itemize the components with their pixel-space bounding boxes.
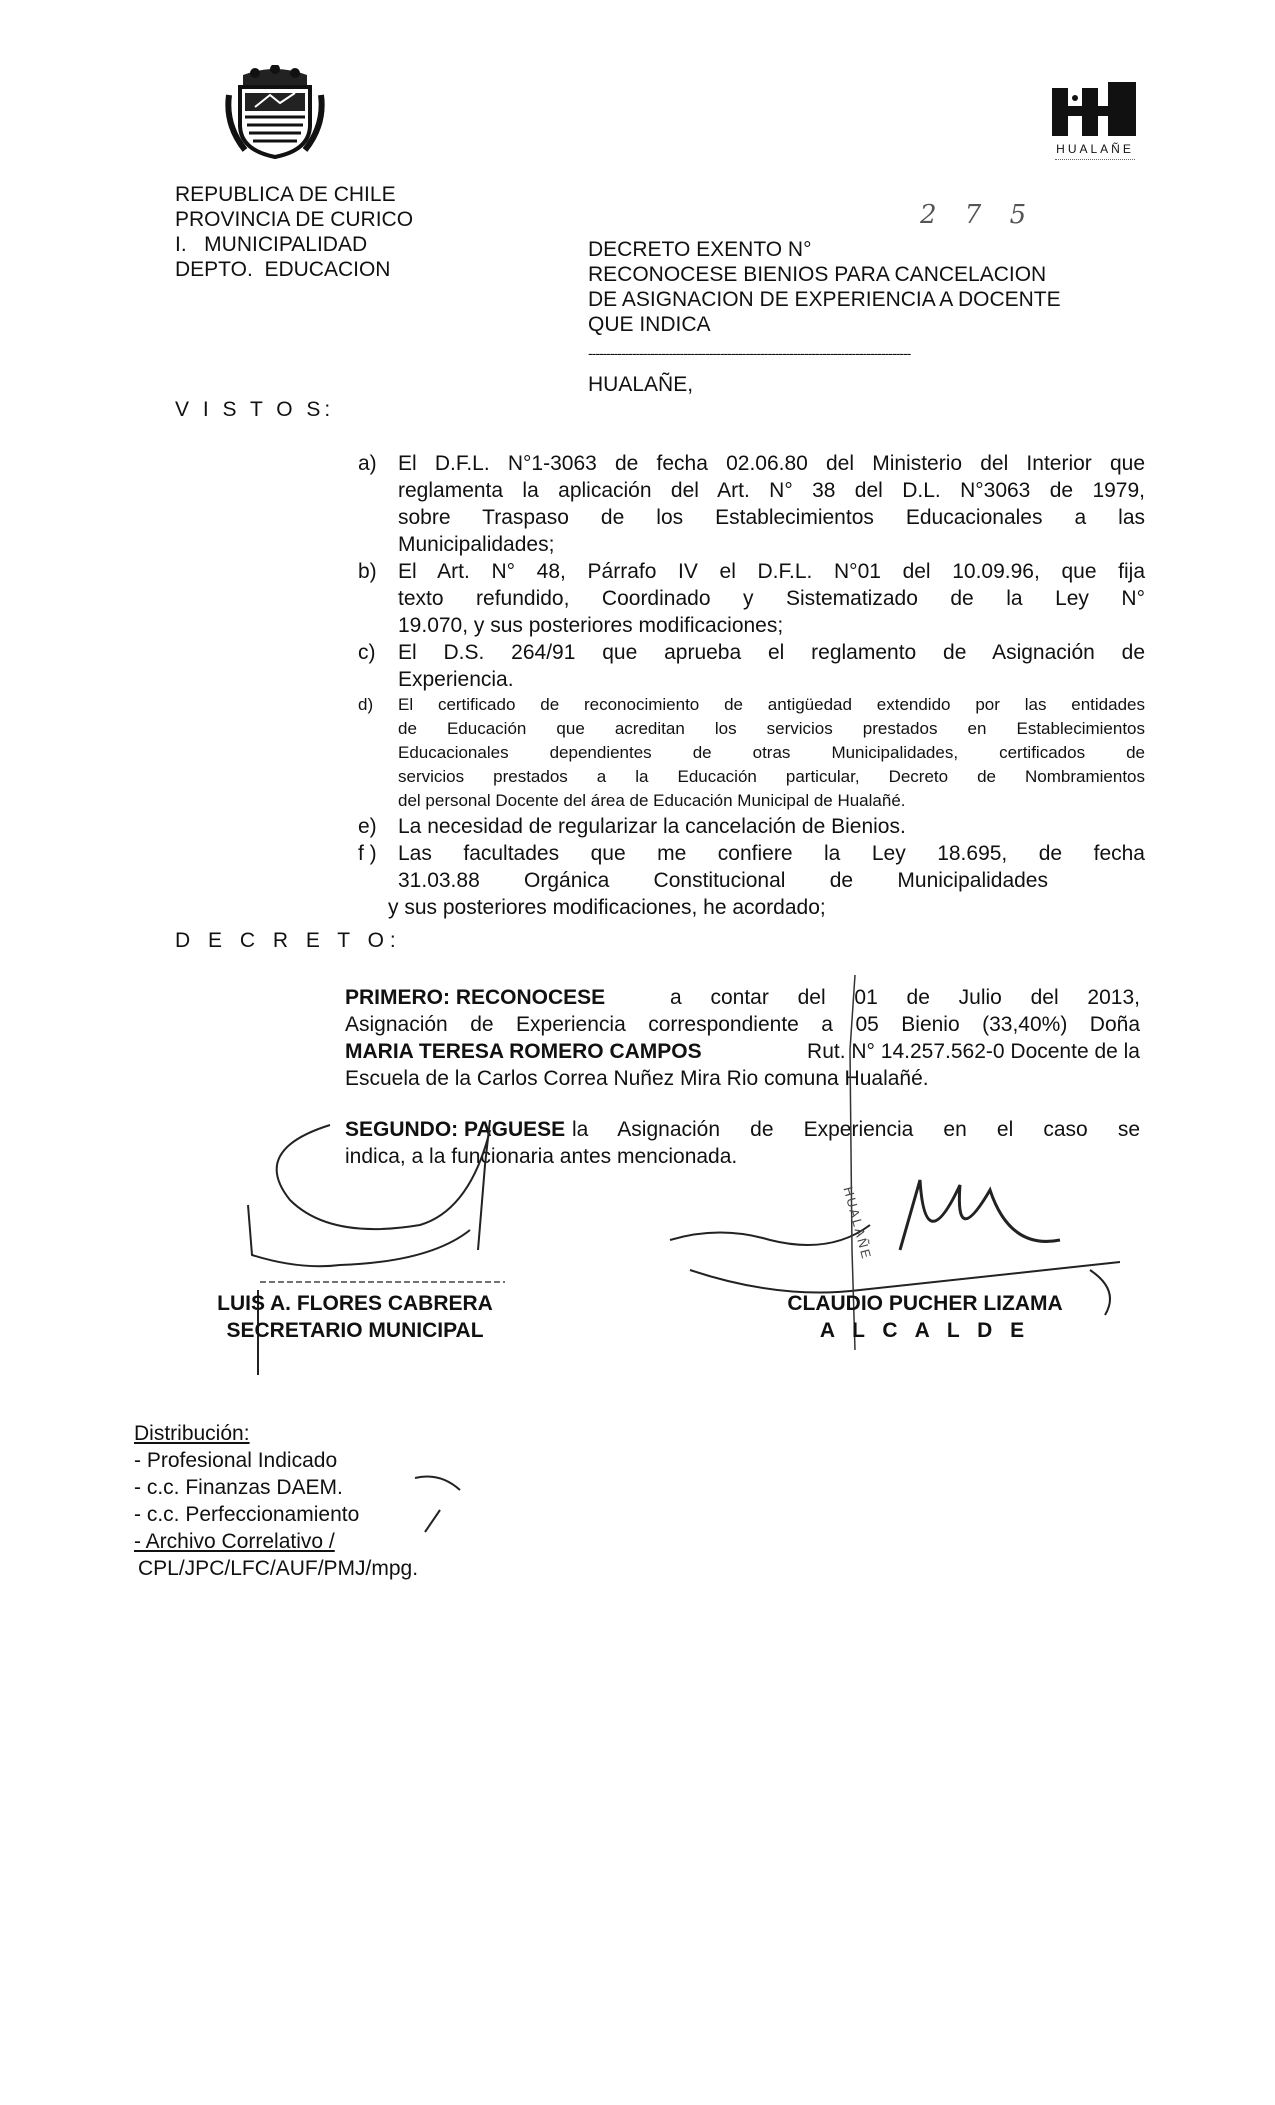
vistos-line: 31.03.88 Orgánica Constitucional de Municipalidades (398, 869, 1048, 892)
vistos-line: texto refundido, Coordinado y Sistematizado de la Ley N° (398, 587, 1145, 610)
header-municipalidad: I. MUNICIPALIDAD (175, 233, 368, 256)
vistos-letter: d) (358, 695, 374, 714)
vistos-letter: b) (358, 560, 377, 583)
vistos-list (358, 450, 1145, 921)
distribution-item: - c.c. Perfeccionamiento (134, 1503, 360, 1526)
handwritten-decree-number: 2 7 5 (920, 200, 1037, 230)
hualane-logo (1050, 80, 1140, 170)
vistos-title: V I S T O S: (175, 398, 335, 421)
segundo-paragraph (345, 1116, 1140, 1170)
mayor-name: CLAUDIO PUCHER LIZAMA (787, 1292, 1063, 1315)
vistos-line: del personal Docente del área de Educación Municipal de Hualañé. (398, 791, 906, 810)
primero-line3 (345, 1038, 1140, 1065)
vistos-item-f (358, 840, 1145, 921)
mayor-signature-block (760, 1290, 1090, 1344)
primero-line4: Escuela de la Carlos Correa Nuñez Mira Rio comuna Hualañé. (345, 1067, 929, 1090)
vistos-letter: c) (358, 641, 376, 664)
primero-line1 (345, 984, 1140, 1011)
header-republica: REPUBLICA DE CHILE (175, 183, 396, 206)
primero-line2: Asignación de Experiencia correspondiente a 05 Bienio (33,40%) Doña (345, 1013, 1140, 1036)
header-depto: DEPTO. EDUCACION (175, 258, 391, 281)
secretary-name: LUIS A. FLORES CABRERA (217, 1292, 493, 1315)
vistos-letter: e) (358, 815, 377, 838)
decree-number-label: DECRETO EXENTO N° (588, 238, 812, 261)
decree-subject-line2: DE ASIGNACION DE EXPERIENCIA A DOCENTE (588, 288, 1061, 311)
vistos-line: El Art. N° 48, Párrafo IV el D.F.L. N°01 del 10.09.96, que fija (398, 560, 1145, 583)
vistos-item-a (358, 450, 1145, 558)
decreto-title: D E C R E T O: (175, 929, 402, 952)
decree-subject-line3: QUE INDICA (588, 313, 711, 336)
vistos-line: Educacionales dependientes de otras Municipalidades, certificados de (398, 743, 1145, 762)
vistos-line: 19.070, y sus posteriores modificaciones; (398, 614, 784, 637)
mayor-title: A L C A L D E (819, 1319, 1031, 1342)
coat-of-arms-logo (225, 65, 325, 160)
place-label: HUALAÑE, (588, 373, 694, 396)
segundo-line1 (345, 1116, 1140, 1143)
vistos-item-b (358, 558, 1145, 639)
secretary-title: SECRETARIO MUNICIPAL (226, 1319, 484, 1342)
segundo-label: SEGUNDO: PAGUESE (345, 1118, 566, 1141)
vistos-item-d (358, 693, 1145, 813)
secretary-signature-block (190, 1290, 520, 1344)
header-separator: ---------------------------------------------------------------------------------------- (588, 345, 911, 361)
vistos-letter: f ) (358, 842, 377, 865)
vistos-line: sobre Traspaso de los Establecimientos Educacionales a las (398, 506, 1145, 529)
beneficiary-name: MARIA TERESA ROMERO CAMPOS (345, 1040, 702, 1063)
decree-subject-line1: RECONOCESE BIENIOS PARA CANCELACION (588, 263, 1047, 286)
vistos-line: La necesidad de regularizar la cancelación de Bienios. (398, 815, 906, 838)
vistos-line: servicios prestados a la Educación particular, Decreto de Nombramientos (398, 767, 1145, 786)
distribution-initials: CPL/JPC/LFC/AUF/PMJ/mpg. (138, 1557, 419, 1580)
vistos-line: El certificado de reconocimiento de antigüedad extendido por las entidades (398, 695, 1145, 714)
distribution-item: - c.c. Finanzas DAEM. (134, 1476, 343, 1499)
hualane-logo-text: HUALAÑE (1056, 142, 1134, 156)
vistos-line: Municipalidades; (398, 533, 555, 556)
vistos-line: El D.S. 264/91 que aprueba el reglamento de Asignación de (398, 641, 1145, 664)
vistos-letter: a) (358, 452, 377, 475)
distribution-title: Distribución: (134, 1422, 250, 1445)
segundo-line1-rest: la Asignación de Experiencia en el caso se (572, 1118, 1140, 1141)
primero-paragraph (345, 984, 1140, 1092)
header-provincia: PROVINCIA DE CURICO (175, 208, 414, 231)
distribution-item: - Archivo Correlativo / (134, 1530, 335, 1553)
vistos-line: y sus posteriores modificaciones, he acordado; (388, 896, 826, 919)
distribution-item: - Profesional Indicado (134, 1449, 338, 1472)
vistos-line: reglamenta la aplicación del Art. N° 38 del D.L. N°3063 de 1979, (398, 479, 1145, 502)
stamp-text: HUALAÑE (840, 1185, 875, 1262)
distribution-block (134, 1420, 418, 1582)
vistos-item-c (358, 639, 1145, 693)
vistos-item-e (358, 813, 1145, 840)
vistos-line: El D.F.L. N°1-3063 de fecha 02.06.80 del Ministerio del Interior que (398, 452, 1145, 475)
decree-header (588, 237, 1061, 337)
segundo-line2: indica, a la funcionaria antes mencionada. (345, 1145, 738, 1168)
primero-line1-rest: a contar del 01 de Julio del 2013, (670, 986, 1140, 1009)
primero-label: PRIMERO: RECONOCESE (345, 986, 606, 1009)
hualane-logo-slogan (1055, 159, 1135, 163)
vistos-line: Las facultades que me confiere la Ley 18.695, de fecha (398, 842, 1145, 865)
primero-line3-rest: Rut. N° 14.257.562-0 Docente de la (807, 1040, 1140, 1063)
vistos-line: Experiencia. (398, 668, 514, 691)
vistos-line: de Educación que acreditan los servicios prestados en Establecimientos (398, 719, 1145, 738)
issuer-header (175, 182, 413, 282)
